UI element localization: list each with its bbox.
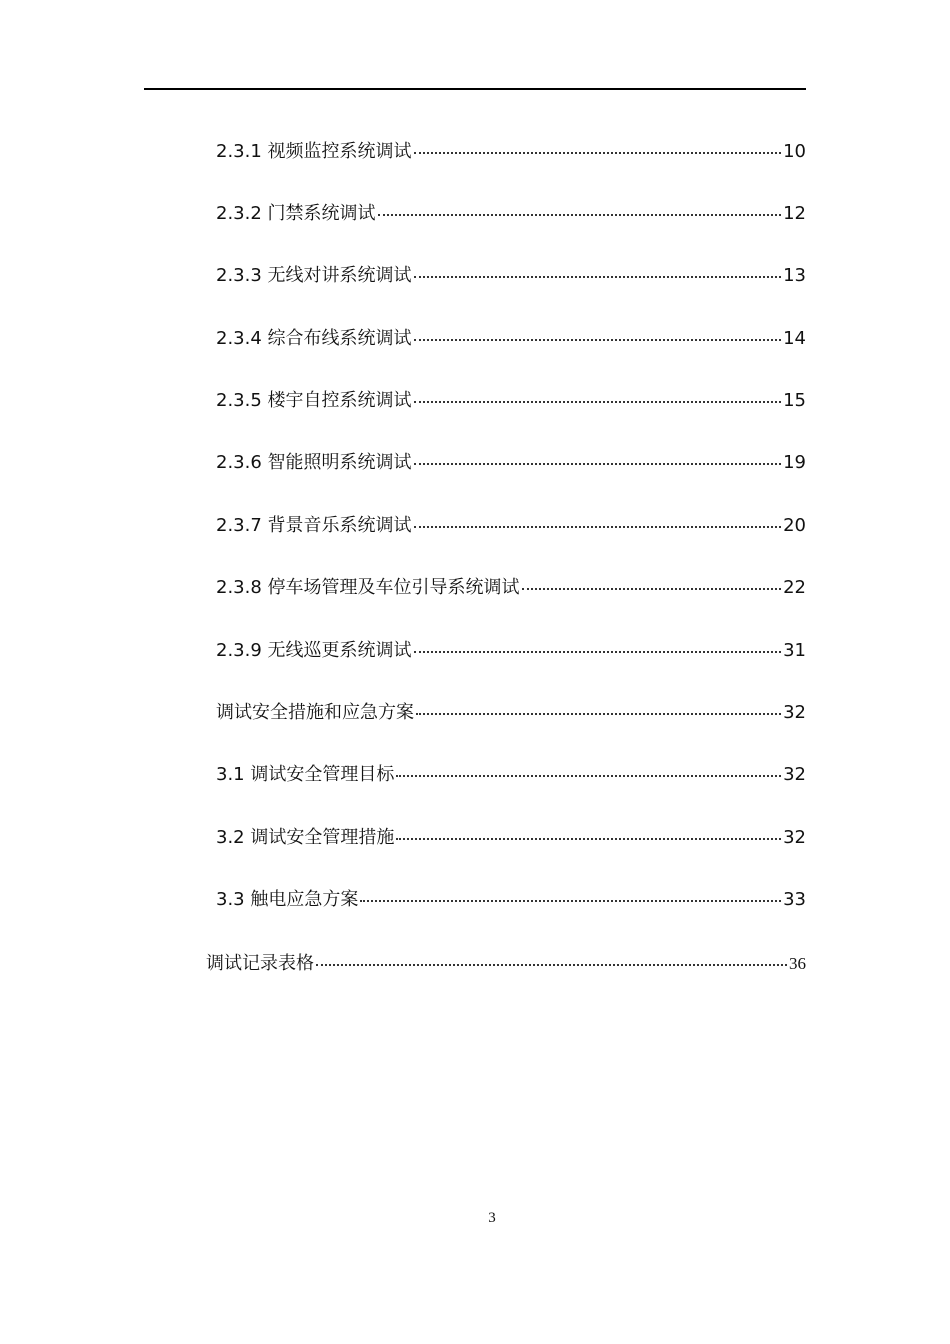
toc-entry[interactable] (216, 889, 806, 911)
toc-entry-page: 33 (783, 889, 806, 910)
toc-entry-page: 22 (783, 577, 806, 598)
toc-entry-page: 12 (783, 203, 806, 224)
toc-entry-title: 调试安全措施和应急方案 (216, 702, 414, 723)
toc-entry-page: 13 (783, 265, 806, 286)
toc-entry-title: 2.3.8 停车场管理及车位引导系统调试 (216, 577, 520, 598)
toc-entry-title: 2.3.9 无线巡更系统调试 (216, 640, 412, 661)
dot-leader (416, 713, 781, 715)
toc-entry-title: 3.3 触电应急方案 (216, 889, 359, 910)
toc-entry-title: 2.3.4 综合布线系统调试 (216, 328, 412, 349)
toc-entry-page: 15 (783, 390, 806, 411)
toc-entry[interactable] (216, 640, 806, 662)
dot-leader (396, 775, 781, 777)
toc-entry-page: 31 (783, 640, 806, 661)
toc-entry-page: 20 (783, 515, 806, 536)
toc-entry[interactable] (216, 764, 806, 786)
header-rule (144, 88, 806, 90)
toc-entry-title: 2.3.1 视频监控系统调试 (216, 141, 412, 162)
toc-entry[interactable] (216, 827, 806, 849)
toc-entry-page: 14 (783, 328, 806, 349)
dot-leader (378, 214, 782, 216)
dot-leader (414, 276, 782, 278)
toc-entry-page: 19 (783, 452, 806, 473)
toc-entry-page: 32 (783, 827, 806, 848)
toc-entry-page: 10 (783, 141, 806, 162)
toc-entry[interactable] (216, 515, 806, 537)
toc-entry[interactable] (216, 265, 806, 287)
toc-entry-title: 2.3.2 门禁系统调试 (216, 203, 376, 224)
toc-entry-page: 32 (783, 702, 806, 723)
toc-entry-page: 36 (789, 954, 806, 973)
dot-leader (414, 651, 782, 653)
dot-leader (396, 838, 781, 840)
dot-leader (360, 900, 781, 902)
dot-leader (414, 339, 782, 341)
toc-entry[interactable] (216, 702, 806, 724)
toc-entry[interactable] (216, 390, 806, 412)
dot-leader (414, 401, 782, 403)
toc-entry-title: 2.3.7 背景音乐系统调试 (216, 515, 412, 536)
toc-entry-title: 2.3.3 无线对讲系统调试 (216, 265, 412, 286)
toc-entry[interactable] (216, 452, 806, 474)
dot-leader (414, 463, 782, 465)
toc-entry[interactable] (206, 953, 806, 975)
dot-leader (316, 964, 787, 966)
toc-entry-title: 调试记录表格 (206, 953, 314, 974)
toc-entry[interactable] (216, 203, 806, 225)
dot-leader (522, 588, 782, 590)
toc-entry-title: 2.3.6 智能照明系统调试 (216, 452, 412, 473)
toc-entry[interactable] (216, 577, 806, 599)
page-number: 3 (488, 1210, 496, 1226)
toc-entry-title: 2.3.5 楼宇自控系统调试 (216, 390, 412, 411)
toc-entry-title: 3.2 调试安全管理措施 (216, 827, 395, 848)
dot-leader (414, 526, 782, 528)
toc-entry-page: 32 (783, 764, 806, 785)
toc-entry[interactable] (216, 141, 806, 163)
toc-entry[interactable] (216, 328, 806, 350)
toc-entry-title: 3.1 调试安全管理目标 (216, 764, 395, 785)
dot-leader (414, 152, 782, 154)
